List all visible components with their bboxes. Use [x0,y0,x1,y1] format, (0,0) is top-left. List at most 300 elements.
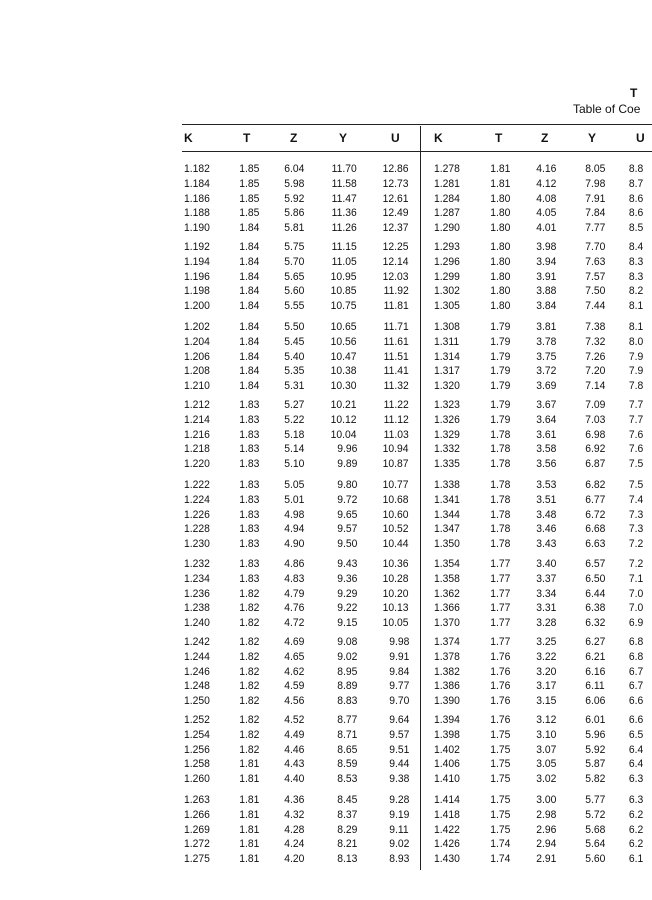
table-cell: 9.15 [336,617,357,630]
table-cell: 1.220 [184,458,210,471]
table-cell: 1.284 [434,192,460,205]
table-cell: 3.91 [535,270,556,283]
table-cell: 8.89 [336,680,357,693]
table-cell: 1.222 [184,479,210,491]
table-cell: 9.91 [388,650,409,663]
table-cell: 1.214 [184,413,210,426]
table-cell: 1.78 [489,443,510,456]
table-cell: 8.95 [336,665,357,678]
table-cell: 1.256 [184,743,210,756]
top-rule [182,124,652,125]
table-cell: 1.85 [238,192,259,205]
table-cell: 10.85 [331,285,357,298]
table-cell: 1.338 [434,479,460,491]
table-cell: 7.84 [584,207,605,220]
table-cell: 1.406 [434,758,460,771]
table-cell: 1.82 [238,587,259,600]
table-cell: 9.36 [336,572,357,585]
table-cell: 8.45 [336,794,357,806]
table-cell: 3.07 [535,743,556,756]
table-cell: 1.79 [489,335,510,348]
table-number: T [630,86,638,100]
table-cell: 7.77 [584,222,605,235]
table-cell: 1.252 [184,714,210,726]
table-cell: 1.224 [184,493,210,506]
table-cell: 7.70 [584,241,605,253]
table-cell: 1.296 [434,255,460,268]
table-cell: 1.182 [184,163,210,175]
table-cell: 1.184 [184,177,210,190]
table-cell: 10.52 [383,523,409,536]
table-cell: 5.65 [283,270,304,283]
table-cell: 1.226 [184,508,210,521]
table-cell: 1.80 [489,207,510,220]
table-cell: 6.01 [584,714,605,726]
table-cell: 1.212 [184,399,210,411]
table-cell: 4.46 [283,743,304,756]
table-cell: 1.190 [184,222,210,235]
table-cell: 1.85 [238,177,259,190]
table-cell: 6.2 [628,838,644,851]
table-cell: 1.80 [489,192,510,205]
table-cell: 10.77 [383,479,409,491]
table-cell: 3.46 [535,523,556,536]
table-cell: 8.29 [336,823,357,836]
table-cell: 1.394 [434,714,460,726]
table-cell: 4.36 [283,794,304,806]
table-cell: 9.96 [336,443,357,456]
table-cell: 1.83 [238,443,259,456]
table-cell: 1.81 [238,773,259,786]
table-cell: 1.332 [434,443,460,456]
table-cell: 1.77 [489,636,510,648]
table-cell: 5.82 [584,773,605,786]
table-cell: 11.70 [331,163,357,175]
table-cell: 10.44 [383,538,409,551]
table-cell: 1.82 [238,728,259,741]
table-cell: 10.04 [331,428,357,441]
table-cell: 5.60 [584,853,605,866]
table-cell: 7.0 [628,602,644,615]
table-cell: 1.77 [489,587,510,600]
table-cell: 1.80 [489,241,510,253]
table-cell: 1.370 [434,617,460,630]
table-cell: 5.92 [283,192,304,205]
table-cell: 5.18 [283,428,304,441]
table-cell: 1.228 [184,523,210,536]
table-cell: 8.53 [336,773,357,786]
table-cell: 1.84 [238,335,259,348]
table-cell: 1.78 [489,479,510,491]
table-cell: 1.188 [184,207,210,220]
table-cell: 7.6 [628,443,644,456]
table-cell: 9.43 [336,558,357,570]
table-caption: Table of Coe [573,102,641,116]
table-cell: 6.92 [584,443,605,456]
table-cell: 1.78 [489,493,510,506]
table-cell: 6.77 [584,493,605,506]
table-cell: 8.71 [336,728,357,741]
table-cell: 6.38 [584,602,605,615]
table-cell: 10.75 [331,300,357,313]
table-cell: 11.26 [331,222,357,235]
table-cell: 1.78 [489,428,510,441]
table-cell: 8.8 [628,163,644,175]
table-cell: 1.260 [184,773,210,786]
table-cell: 10.56 [331,335,357,348]
table-cell: 4.69 [283,636,304,648]
table-cell: 6.11 [585,680,605,693]
table-cell: 7.9 [628,350,644,363]
table-cell: 1.77 [489,602,510,615]
table-cell: 11.05 [331,255,357,268]
table-cell: 4.83 [283,572,304,585]
table-cell: 6.98 [584,428,605,441]
table-cell: 3.15 [535,695,556,708]
table-cell: 11.03 [383,428,409,441]
table-cell: 1.329 [434,428,460,441]
table-cell: 8.4 [628,241,644,253]
table-cell: 5.27 [283,399,304,411]
table-cell: 1.82 [238,665,259,678]
table-cell: 3.75 [535,350,556,363]
table-cell: 3.28 [535,617,556,630]
table-cell: 4.08 [535,192,556,205]
table-cell: 7.09 [584,399,605,411]
table-cell: 10.30 [331,380,357,393]
table-cell: 4.56 [283,695,304,708]
table-cell: 6.1 [628,853,644,866]
column-divider [420,126,421,870]
table-cell: 9.44 [388,758,409,771]
table-cell: 2.94 [535,838,556,851]
table-cell: 1.83 [238,508,259,521]
table-cell: 9.57 [388,728,409,741]
table-cell: 3.02 [535,773,556,786]
table-cell: 1.210 [184,380,210,393]
table-cell: 7.32 [584,335,605,348]
table-cell: 1.75 [489,773,510,786]
table-cell: 11.61 [383,335,409,348]
table-cell: 11.12 [383,413,409,426]
table-cell: 6.50 [584,572,605,585]
table-cell: 9.11 [389,823,409,836]
table-cell: 1.77 [489,617,510,630]
table-cell: 4.94 [283,523,304,536]
table-cell: 9.22 [336,602,357,615]
table-cell: 1.200 [184,300,210,313]
table-cell: 1.366 [434,602,460,615]
table-cell: 4.01 [535,222,556,235]
table-cell: 3.81 [535,321,556,333]
table-cell: 7.5 [628,479,644,491]
table-cell: 7.3 [628,508,644,521]
table-cell: 3.37 [535,572,556,585]
table-cell: 8.05 [584,163,605,175]
table-cell: 1.80 [489,300,510,313]
table-cell: 4.86 [283,558,304,570]
table-cell: 1.414 [434,794,460,806]
table-cell: 1.374 [434,636,460,648]
table-cell: 10.12 [331,413,357,426]
table-cell: 1.82 [238,695,259,708]
table-cell: 1.81 [238,794,259,806]
table-cell: 1.84 [238,285,259,298]
table-cell: 1.204 [184,335,210,348]
table-cell: 3.25 [535,636,556,648]
table-cell: 1.81 [238,853,259,866]
table-cell: 1.76 [489,665,510,678]
table-cell: 7.57 [584,270,605,283]
table-cell: 6.4 [628,758,644,771]
table-cell: 1.234 [184,572,210,585]
table-cell: 4.72 [283,617,304,630]
table-cell: 1.314 [434,350,460,363]
column-header-t: T [495,131,503,145]
table-cell: 1.186 [184,192,210,205]
table-cell: 10.94 [383,443,409,456]
table-cell: 1.84 [238,241,259,253]
table-cell: 10.20 [383,587,409,600]
table-cell: 3.10 [535,728,556,741]
table-cell: 4.98 [283,508,304,521]
table-cell: 7.2 [628,558,644,570]
table-cell: 1.75 [489,758,510,771]
column-header-t: T [243,131,251,145]
table-cell: 8.6 [628,192,644,205]
table-cell: 5.75 [283,241,304,253]
table-cell: 11.92 [383,285,409,298]
table-cell: 1.320 [434,380,460,393]
table-cell: 7.1 [628,572,644,585]
table-cell: 1.75 [489,808,510,821]
table-cell: 1.83 [238,572,259,585]
table-cell: 3.72 [535,365,556,378]
table-cell: 1.83 [238,458,259,471]
table-cell: 1.308 [434,321,460,333]
table-cell: 12.14 [383,255,409,268]
table-cell: 1.82 [238,617,259,630]
table-cell: 6.8 [628,636,644,648]
table-cell: 5.22 [283,413,304,426]
table-cell: 9.57 [336,523,357,536]
table-cell: 5.35 [283,365,304,378]
table-cell: 4.49 [283,728,304,741]
table-cell: 9.38 [388,773,409,786]
table-cell: 7.50 [584,285,605,298]
table-cell: 1.82 [238,743,259,756]
table-cell: 1.76 [489,650,510,663]
table-cell: 6.68 [584,523,605,536]
table-cell: 6.2 [628,823,644,836]
table-cell: 3.56 [535,458,556,471]
table-cell: 1.216 [184,428,210,441]
table-cell: 6.8 [628,650,644,663]
table-cell: 1.426 [434,838,460,851]
table-cell: 4.90 [283,538,304,551]
table-cell: 1.83 [238,428,259,441]
table-cell: 1.82 [238,680,259,693]
table-cell: 1.76 [489,695,510,708]
table-cell: 6.72 [584,508,605,521]
table-cell: 10.13 [383,602,409,615]
table-cell: 6.63 [584,538,605,551]
table-cell: 1.248 [184,680,210,693]
table-cell: 1.430 [434,853,460,866]
table-cell: 1.81 [238,758,259,771]
table-cell: 7.4 [628,493,644,506]
table-cell: 1.347 [434,523,460,536]
table-cell: 1.386 [434,680,460,693]
table-cell: 2.91 [535,853,556,866]
table-cell: 1.80 [489,270,510,283]
table-cell: 1.281 [434,177,460,190]
table-cell: 8.65 [336,743,357,756]
table-cell: 4.40 [283,773,304,786]
table-cell: 1.75 [489,794,510,806]
table-cell: 9.02 [336,650,357,663]
table-cell: 4.20 [283,853,304,866]
table-cell: 1.275 [184,853,210,866]
table-cell: 1.83 [238,399,259,411]
table-cell: 10.65 [331,321,357,333]
table-cell: 6.44 [584,587,605,600]
table-cell: 1.84 [238,270,259,283]
table-cell: 6.06 [584,695,605,708]
table-cell: 1.382 [434,665,460,678]
table-cell: 7.5 [628,458,644,471]
table-cell: 5.64 [584,838,605,851]
table-cell: 8.5 [628,222,644,235]
table-cell: 1.84 [238,350,259,363]
table-cell: 6.27 [584,636,605,648]
table-cell: 1.78 [489,538,510,551]
table-cell: 1.79 [489,350,510,363]
table-cell: 6.6 [628,714,644,726]
table-cell: 6.9 [628,617,644,630]
table-cell: 6.87 [584,458,605,471]
table-cell: 1.80 [489,255,510,268]
table-cell: 7.26 [584,350,605,363]
table-cell: 9.70 [388,695,409,708]
table-cell: 7.8 [628,380,644,393]
table-cell: 9.02 [388,838,409,851]
table-cell: 1.398 [434,728,460,741]
table-cell: 10.68 [383,493,409,506]
table-cell: 11.58 [331,177,357,190]
table-cell: 1.81 [489,177,510,190]
table-cell: 1.74 [489,838,510,851]
table-cell: 7.20 [584,365,605,378]
table-cell: 1.317 [434,365,460,378]
table-cell: 7.98 [584,177,605,190]
table-cell: 1.236 [184,587,210,600]
table-cell: 7.14 [584,380,605,393]
table-cell: 1.323 [434,399,460,411]
table-cell: 3.88 [535,285,556,298]
table-cell: 8.7 [628,177,644,190]
table-cell: 1.75 [489,823,510,836]
table-cell: 1.82 [238,636,259,648]
table-cell: 3.94 [535,255,556,268]
table-cell: 1.83 [238,558,259,570]
table-cell: 12.25 [383,241,409,253]
table-cell: 3.64 [535,413,556,426]
table-cell: 12.03 [383,270,409,283]
table-cell: 1.232 [184,558,210,570]
table-cell: 1.293 [434,241,460,253]
table-cell: 12.73 [383,177,409,190]
table-cell: 8.77 [336,714,357,726]
table-cell: 3.05 [535,758,556,771]
table-cell: 7.03 [584,413,605,426]
table-cell: 3.78 [535,335,556,348]
table-cell: 8.3 [628,270,644,283]
table-cell: 1.75 [489,743,510,756]
table-cell: 1.242 [184,636,210,648]
table-cell: 1.263 [184,794,210,806]
table-cell: 8.3 [628,255,644,268]
table-cell: 5.05 [283,479,304,491]
table-cell: 5.55 [283,300,304,313]
table-cell: 4.79 [283,587,304,600]
table-cell: 4.65 [283,650,304,663]
table-cell: 1.75 [489,728,510,741]
column-header-y: Y [339,131,348,145]
table-cell: 1.344 [434,508,460,521]
table-cell: 1.244 [184,650,210,663]
table-cell: 4.16 [535,163,556,175]
table-cell: 7.6 [628,428,644,441]
table-cell: 8.1 [628,300,644,313]
table-cell: 9.28 [388,794,409,806]
table-cell: 5.96 [584,728,605,741]
table-cell: 1.240 [184,617,210,630]
table-cell: 1.83 [238,479,259,491]
table-cell: 10.05 [383,617,409,630]
table-cell: 1.410 [434,773,460,786]
table-cell: 1.326 [434,413,460,426]
table-cell: 1.305 [434,300,460,313]
table-cell: 3.20 [535,665,556,678]
table-cell: 9.19 [388,808,409,821]
table-cell: 9.50 [336,538,357,551]
table-cell: 3.12 [535,714,556,726]
table-cell: 5.01 [283,493,304,506]
table-cell: 7.44 [584,300,605,313]
table-cell: 1.83 [238,523,259,536]
table-cell: 1.378 [434,650,460,663]
table-cell: 3.84 [535,300,556,313]
table-cell: 3.34 [535,587,556,600]
table-cell: 6.3 [628,794,644,806]
table-cell: 11.22 [383,399,409,411]
table-cell: 1.76 [489,680,510,693]
table-cell: 2.96 [535,823,556,836]
table-cell: 7.0 [628,587,644,600]
table-cell: 11.81 [383,300,409,313]
table-cell: 4.43 [283,758,304,771]
table-cell: 1.79 [489,399,510,411]
table-cell: 1.266 [184,808,210,821]
table-cell: 7.9 [628,365,644,378]
table-cell: 6.3 [628,773,644,786]
table-cell: 2.98 [535,808,556,821]
table-cell: 5.70 [283,255,304,268]
table-cell: 3.53 [535,479,556,491]
table-cell: 1.246 [184,665,210,678]
table-cell: 4.59 [283,680,304,693]
